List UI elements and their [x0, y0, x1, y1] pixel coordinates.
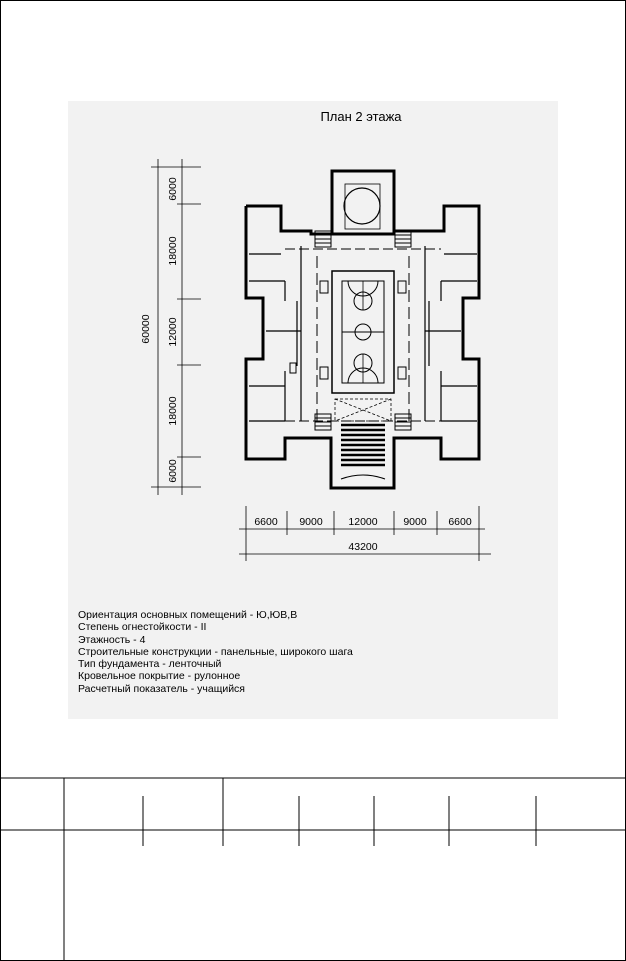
dim-bottom-1: 6600	[254, 516, 278, 528]
dim-left-3: 12000	[167, 317, 179, 347]
dim-left-1: 6000	[167, 177, 179, 201]
spec-line: Строительные конструкции - панельные, широкого шага	[78, 645, 353, 658]
spec-line: Ориентация основных помещений - Ю,ЮВ,В	[78, 609, 298, 621]
dim-overall-height: 60000	[140, 314, 152, 344]
dim-bottom-5: 6600	[448, 516, 472, 528]
spec-line: Степень огнестойкости - II	[78, 621, 207, 634]
dim-left-5: 6000	[167, 459, 179, 483]
spec-line: Кровельное покрытие - рулонное	[78, 670, 241, 683]
dim-bottom-4: 9000	[403, 516, 427, 528]
dim-bottom-2: 9000	[299, 516, 323, 528]
spec-line: Этажность - 4	[78, 633, 146, 646]
title-block	[1, 1, 625, 960]
spec-line: Расчетный показатель - учащийся	[78, 682, 245, 695]
dim-overall-width: 43200	[348, 541, 378, 553]
spec-line: Тип фундамента - ленточный	[78, 658, 222, 671]
dim-left-4: 18000	[167, 396, 179, 426]
plan-title: План 2 этажа	[320, 109, 402, 124]
dim-left-2: 18000	[167, 236, 179, 266]
dim-bottom-3: 12000	[348, 516, 378, 528]
